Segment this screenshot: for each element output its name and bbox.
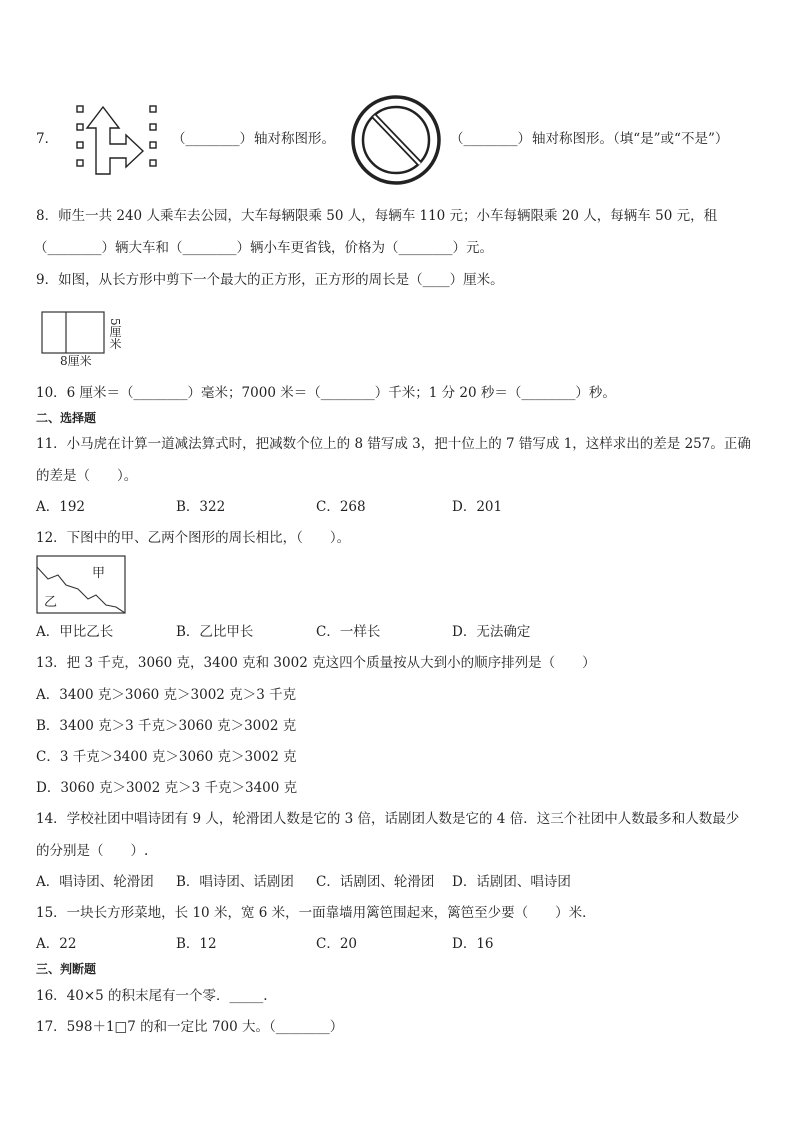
q12-label-yi: 乙 [44,595,58,610]
q11-option-d[interactable]: D．201 [452,499,503,515]
no-entry-sign-figure [350,94,442,186]
q14-option-a[interactable]: A．唱诗团、轮滑团 [36,874,154,890]
q15-option-c[interactable]: C．20 [316,936,358,952]
q13-option-b[interactable]: B．3400 克＞3 千克＞3060 克＞3002 克 [36,718,297,734]
q9-text: 9．如图，从长方形中剪下一个最大的正方形，正方形的周长是（____）厘米。 [36,272,504,288]
q7-number: 7． [36,131,59,147]
q16-text[interactable]: 16．40×5 的积末尾有一个零．_____. [36,988,268,1004]
q13-text: 13．把 3 千克，3060 克，3400 克和 3002 克这四个质量按从大到小的顺序排列是（ ） [36,655,596,671]
q14-option-d[interactable]: D．话剧团、唱诗团 [452,874,571,890]
q11-option-b[interactable]: B．322 [176,499,226,515]
arrow-symmetry-figure [74,104,160,176]
q15-option-b[interactable]: B．12 [176,936,217,952]
q14-line-1: 14．学校社团中唱诗团有 9 人，轮滑团人数是它的 3 倍，话剧团人数是它的 4 倍．这三个社团中人数最多和人数最少 [36,811,740,827]
q14-line-2: 的分别是（ ）. [36,843,149,859]
q7-text-2: 轴对称图形。（填“是”或“不是”） [532,131,729,147]
q10-text[interactable]: 10．6 厘米＝（________）毫米；7000 米＝（________）千米；1 分 20 秒＝（________）秒。 [36,385,616,401]
q15-option-a[interactable]: A．22 [36,936,77,952]
q7-text-1: 轴对称图形。 [254,131,335,147]
q11-line-2: 的差是（ ）。 [36,468,138,484]
q9-label-bottom: 8厘米 [60,354,92,368]
q13-option-c[interactable]: C．3 千克＞3400 克＞3060 克＞3002 克 [36,749,297,765]
q17-text[interactable]: 17．598＋1□7 的和一定比 700 大。（________） [36,1019,344,1035]
q12-label-jia: 甲 [92,566,106,581]
q12-option-d[interactable]: D．无法确定 [452,624,531,640]
q14-option-b[interactable]: B．唱诗团、话剧团 [176,874,294,890]
q11-option-a[interactable]: A．192 [36,499,86,515]
q14-option-c[interactable]: C．话剧团、轮滑团 [316,874,435,890]
q12-option-b[interactable]: B．乙比甲长 [176,624,254,640]
q12-option-a[interactable]: A．甲比乙长 [36,624,114,640]
q15-option-d[interactable]: D．16 [452,936,494,952]
q12-option-c[interactable]: C．一样长 [316,624,381,640]
q11-option-c[interactable]: C．268 [316,499,366,515]
q7-blank-1[interactable]: （________） [172,131,253,147]
section-choice-heading: 二、选择题 [36,411,97,425]
q8-line-2[interactable]: （________）辆大车和（________）辆小车更省钱，价格为（________）元。 [34,240,493,256]
q7-blank-2[interactable]: （________） [450,131,531,147]
q13-option-d[interactable]: D．3060 克＞3002 克＞3 千克＞3400 克 [36,780,298,796]
section-judge-heading: 三、判断题 [36,962,97,976]
q8-line-1: 8．师生一共 240 人乘车去公园，大车每辆限乘 50 人，每辆车 110 元；小车每辆限乘 20 人，每辆车 50 元，租 [36,208,718,224]
q9-label-side: 5厘米 [108,318,122,350]
q11-line-1: 11．小马虎在计算一道减法算式时，把减数个位上的 8 错写成 3，把十位上的 7 错写成 1，这样求出的差是 257。正确 [36,436,751,452]
q13-option-a[interactable]: A．3400 克＞3060 克＞3002 克＞3 千克 [36,687,297,703]
q12-text: 12．下图中的甲、乙两个图形的周长相比，（ ）。 [36,530,351,546]
q15-text: 15．一块长方形菜地，长 10 米，宽 6 米，一面靠墙用篱笆围起来，篱笆至少要（ ）米． [36,905,596,921]
